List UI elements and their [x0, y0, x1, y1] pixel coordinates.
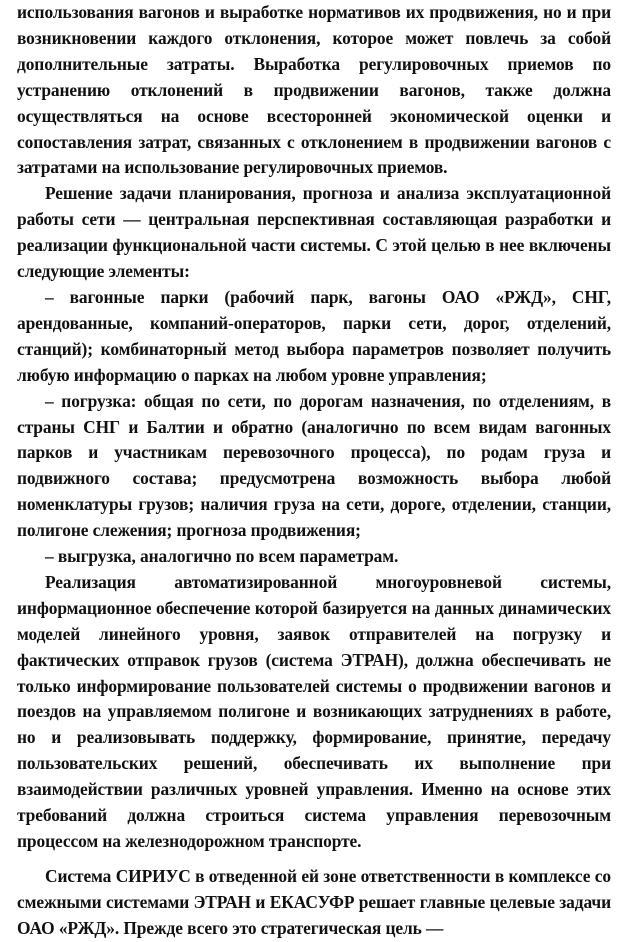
paragraph-1: использования вагонов и выработке нормативов их продвижения, но и при возникновении каждого отклонения, которое может повлечь за собой дополнительные затраты. Выработка регулировочных приемов по устранению отклонений в продвижении вагонов, также должна осуществляться на основе всесторонней экономической оценки и сопоставления затрат, связанных с отклонением в продвижении вагонов с затратами на использование регулировочных приемов.	[17, 2, 611, 178]
document-page	[17, 0, 611, 942]
paragraph-2: Решение задачи планирования, прогноза и анализа эксплуатационной работы сети — центральная перспективная составляющая разработки и реализации функциональной части системы. С этой целью в нее включены следующие элементы:	[17, 183, 611, 282]
paragraph-7: Система СИРИУС в отведенной ей зоне ответственности в комплексе со смежными системами ЭТРАН и ЕКАСУФР решает главные целевые задачи ОАО «РЖД». Прежде всего это стратегическая цель —	[17, 865, 611, 938]
paragraph-5: – выгрузка, аналогично по всем параметрам.	[45, 546, 399, 567]
paragraph-3: – вагонные парки (рабочий парк, вагоны ОАО «РЖД», СНГ, арендованные, компаний-операторов, парки сети, дорог, отделений, станций); комбинаторный метод выбора параметров позволяет получить любую информацию о парках на любом уровне управления;	[17, 286, 611, 385]
paragraph-4: – погрузка: общая по сети, по дорогам назначения, по отделениям, в страны СНГ и Балтии и обратно (аналогично по всем видам вагонных парков и участникам перевозочного процесса), по родам груза и подвижного состава; предусмотрена возможность выбора любой номенклатуры грузов; наличия груза на сети, дороге, отделении, станции, полигоне слежения; прогноза продвижения;	[17, 390, 611, 541]
paragraph-6: Реализация автоматизированной многоуровневой системы, информационное обеспечение которой базируется на данных динамических моделей линейного уровня, заявок отправителей на погрузку и фактических отправок грузов (система ЭТРАН), должна обеспечивать не только информирование пользователей системы о продвижении вагонов и поездов на управляемом полигоне и возникающих затруднениях в работе, но и реализовывать поддержку, формирование, принятие, передачу пользовательских решений, обеспечивать их выполнение при взаимодействии различных уровней управления. Именно на основе этих требований должна строиться система управления перевозочным процессом на железнодорожном транспорте.	[17, 571, 611, 851]
